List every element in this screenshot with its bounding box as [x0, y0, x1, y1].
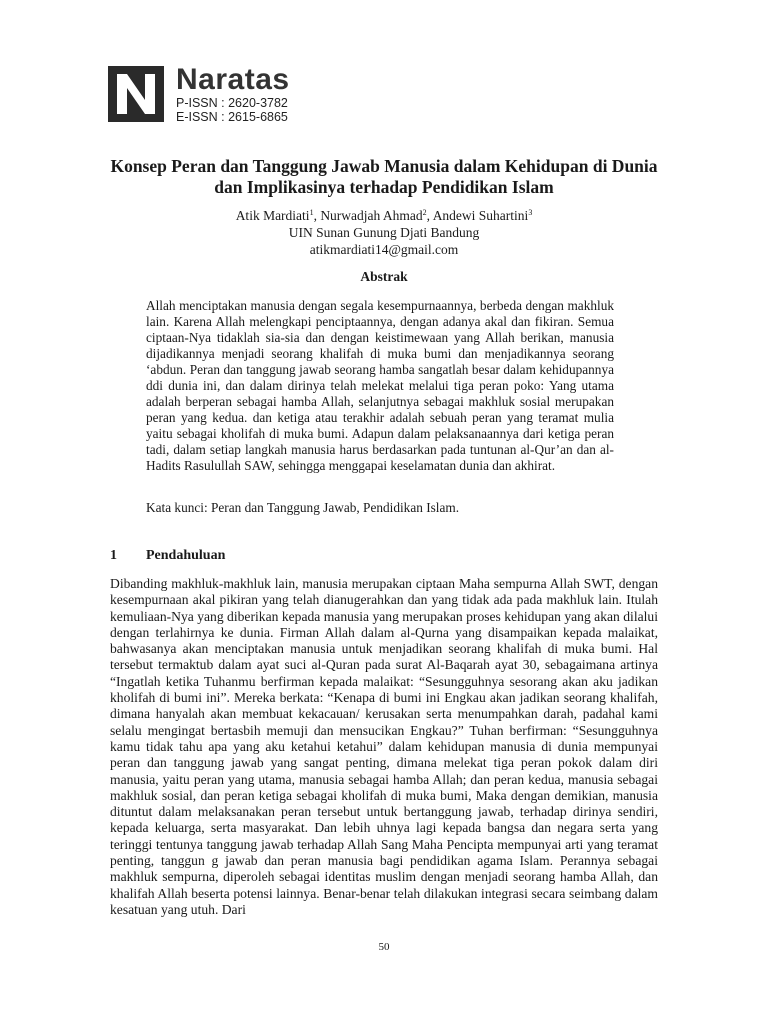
section-body-text: Dibanding makhluk-makhluk lain, manusia merupakan ciptaan Maha sempurna Allah SWT, dengan kesempurnaan akal pikiran yang telah dianugerahkan dan yang tidak ada pada makhluk lain. Itulah kemuliaan-Nya yang diberikan kepada manusia yang merupakan proses kehidupan yang akan dilalui dengan terlahirnya ke dunia. Firman Allah dalam al-Qurna yang disampaikan kepada malaikat, bahwasanya akan menciptakan manusia untuk menjadikan seorang khalifah di muka bumi. Hal tersebut termaktub dalam ayat suci al-Quran pada surat Al-Baqarah ayat 30, sebagaimana artinya “Ingatlah ketika Tuhanmu berfirman kepada malaikat: “Sesungguhnya sesorang akan aku jadikan kholifah di bumi ini”. Mereka berkata: “Kenapa di bumi ini Engkau akan jadikan seorang khalifah, dimana hanyalah akan membuat kekacauan/ kerusakan serta menumpahkan darah, padahal kami selalu mengingat bertasbih memuji dan mensucikan Engkau?” Tuhan berfirman: “Sesungguhnya kamu tidak tahu apa yang aku ketahui ketahui” dalam kehidupan manusia di dunia mempunyai peran dan tanggung jawab yang sangat penting, dimana melekat tiga peran pokok dalam diri manusia, yaitu peran yang utama, manusia sebagai hamba Allah; dan peran kedua, manusia sebagai makhluk sosial, dan peran ketiga sebagai kholifah di muka bumi, Maka dengan demikian, manusia dituntut dalam melaksanakan peran tersebut untuk bertanggung jawab, terhadap dirinya sendiri, kepada keluarga, serta masyarakat. Dan lebih uhnya lagi kepada bangsa dan negara serta yang teringgi tentunya tanggung jawab terhadap Allah Sang Maha Pencipta mempunyai arti yang teramat penting, tanggun g jawab dan peran manusia bagi pendidikan agama Islam. Perannya sebagai makhluk sempurna, diperoleh sebagai identitas muslim dengan menjadi seorang hamba Allah, dan khalifah Allah beserta potensi lainnya. Benar-benar telah dilakukan integrasi secara seimbang dalam kesatuan yang utuh. Dari	[110, 576, 658, 917]
abstract-text: Allah menciptakan manusia dengan segala kesempurnaannya, berbeda dengan makhluk lain. Karena Allah melengkapi penciptaannya, dengan adanya akal dan fikiran. Semua ciptaan-Nya tidaklah sia-sia dan dengan keistimewaan yang Allah berikan, manusia dijadikannya menjadi seorang khalifah di muka bumi dan menjadikannya seorang ‘abdun. Peran dan tanggung jawab seorang hamba sangatlah besar dalam kehidupannya ddi dunia ini, dan dalam dirinya telah melekat melalui tiga peran poko: Yang utama adalah berperan sebagai hamba Allah, selanjutnya sebagai makhluk sosial merupakan peran yang kedua. dan ketiga atau terakhir adalah sebuah peran yang teramat mulia yaitu sebagai kholifah di muka bumi. Adapun dalam pelaksanaannya dari ketiga peran tadi, dalam setiap langkah manusia harus berdasarkan pada tuntunan al-Qur’an dan al- Hadits Rasulullah SAW, sehingga menggapai keselamatan dunia dan akhirat.	[146, 298, 614, 473]
section-number: 1	[110, 548, 117, 563]
author-separator: ,	[313, 208, 321, 223]
journal-header	[108, 63, 290, 124]
journal-name: Naratas	[176, 63, 290, 96]
page-number: 50	[378, 941, 390, 953]
author-affiliation-mark: 2	[422, 208, 427, 217]
abstract-heading: Abstrak	[360, 269, 408, 284]
author-name: Atik Mardiati	[235, 208, 310, 223]
author-affiliation: UIN Sunan Gunung Djati Bandung	[288, 225, 480, 240]
section-title: Pendahuluan	[146, 548, 226, 563]
author-name: Andewi Suhartini	[432, 208, 529, 223]
author-name: Nurwadjah Ahmad	[320, 208, 423, 223]
author-block	[100, 207, 668, 258]
naratas-logo-icon	[108, 66, 164, 122]
article-title: Konsep Peran dan Tanggung Jawab Manusia dalam Kehidupan di Dunia dan Implikasinya terhadap Pendidikan Islam	[110, 156, 658, 197]
author-separator: ,	[426, 208, 433, 223]
author-list	[100, 207, 668, 224]
journal-brand	[176, 64, 290, 124]
section-heading	[110, 548, 225, 564]
p-issn: P-ISSN : 2620-3782	[176, 96, 288, 110]
author-affiliation-mark: 1	[309, 208, 314, 217]
author-email: atikmardiati14@gmail.com	[309, 242, 459, 257]
keywords: Kata kunci: Peran dan Tanggung Jawab, Pendidikan Islam.	[146, 500, 460, 515]
author-affiliation-mark: 3	[528, 208, 533, 217]
e-issn: E-ISSN : 2615-6865	[176, 110, 288, 124]
